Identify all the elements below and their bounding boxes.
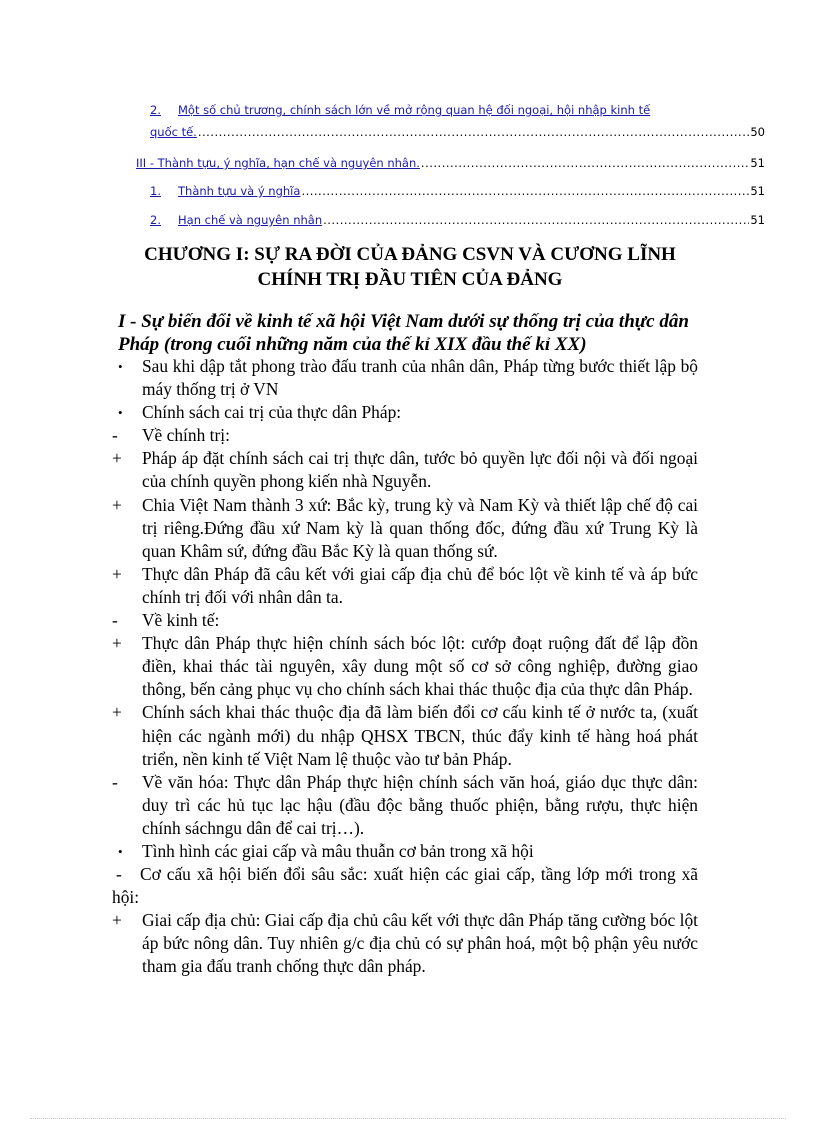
toc-entry-1-page: 50	[750, 125, 765, 139]
toc-entry-1-title-cont[interactable]: quốc tế.	[150, 125, 197, 139]
plus-marker: +	[112, 563, 122, 584]
list-item-text: Về chính trị:	[142, 425, 230, 446]
toc-entry-4[interactable]	[150, 213, 765, 227]
list-item-text: Pháp áp đặt chính sách cai trị thực dân, tước bỏ quyền lực đối nội và đối ngoại của chính quyền phong kiến nhà Nguyễn.	[142, 448, 698, 492]
list-item-text: Về văn hóa: Thực dân Pháp thực hiện chính sách văn hoá, giáo dục thực dân: duy trì các hủ tục lạc hậu (đầu độc bằng thuốc phiện, bằng rượu, thực hiện chính sáchngu dân để cai trị…).	[142, 771, 698, 838]
toc-entry-1-number[interactable]: 2.	[150, 103, 161, 117]
list-item-text: Sau khi dập tắt phong trào đấu tranh của nhân dân, Pháp từng bước thiết lập bộ máy thống trị ở VN	[142, 356, 698, 400]
dash-marker: -	[112, 771, 118, 792]
list-item	[112, 447, 698, 493]
section-heading: I - Sự biến đổi về kinh tế xã hội Việt Nam dưới sự thống trị của thực dân Pháp (trong cuối những năm của thế kỉ XIX đầu thế kỉ XX)	[118, 311, 689, 355]
bullet-marker: •	[118, 359, 123, 374]
toc-leader	[421, 156, 749, 170]
list-item	[112, 701, 698, 770]
list-item	[112, 840, 698, 863]
toc-entry-3-page: 51	[750, 184, 765, 198]
list-item-text: Thực dân Pháp đã câu kết với giai cấp địa chủ để bóc lột về kinh tế và áp bức chính trị đối với nhân dân ta.	[142, 563, 698, 607]
list-item	[112, 355, 698, 401]
list-item	[112, 401, 698, 424]
list-item-text: Về kinh tế:	[142, 610, 220, 631]
list-item	[112, 771, 698, 840]
list-item	[112, 494, 698, 563]
list-item-text: Chính sách cai trị của thực dân Pháp:	[142, 402, 402, 423]
toc-entry-3[interactable]	[150, 184, 765, 198]
list-item	[112, 863, 698, 909]
list-item-text: Chính sách khai thác thuộc địa đã làm biến đổi cơ cấu kinh tế ở nước ta, (xuất hiện các ngành mới) du nhập QHSX TBCN, thúc đẩy kinh tế hàng hoá phát triển, nền kinh tế Việt Nam lệ thuộc vào tư bản Pháp.	[142, 702, 698, 769]
list-item-text: Thực dân Pháp thực hiện chính sách bóc lột: cướp đoạt ruộng đất để lập đồn điền, khai thác tài nguyên, xây dung một số cơ sở công nghiệp, đường giao thông, bến cảng phục vụ cho chính sách khai thác thuộc địa của thực dân Pháp.	[142, 633, 698, 700]
toc-entry-2-page: 51	[750, 156, 765, 170]
toc-entry-1-line2[interactable]	[150, 125, 765, 139]
toc-entry-3-title[interactable]: Thành tựu và ý nghĩa	[178, 184, 301, 198]
list-item-text: Chia Việt Nam thành 3 xứ: Bắc kỳ, trung kỳ và Nam Kỳ và thiết lập chế độ cai trị riêng.Đứng đầu xứ Nam kỳ là quan thống đốc, đứng đầu xứ Trung Kỳ là quan Khâm sứ, đứng đầu Bắc Kỳ là quan thống sứ.	[142, 494, 698, 561]
chapter-title	[110, 242, 710, 292]
plus-marker: +	[112, 494, 122, 515]
plus-marker: +	[112, 633, 122, 654]
toc-entry-2[interactable]	[136, 156, 765, 170]
list-item-text: Cơ cấu xã hội biến đổi sâu sắc: xuất hiện các giai cấp, tầng lớp mới trong xã hội:	[112, 864, 698, 908]
dash-marker: -	[112, 425, 118, 446]
bullet-marker: •	[118, 843, 123, 859]
toc-entry-4-number[interactable]: 2.	[150, 213, 161, 227]
dash-marker: -	[116, 864, 122, 885]
chapter-title-line-2: CHÍNH TRỊ ĐẦU TIÊN CỦA ĐẢNG	[257, 269, 563, 290]
toc-entry-1-title[interactable]: Một số chủ trương, chính sách lớn về mở rộng quan hệ đối ngoại, hội nhập kinh tế	[178, 103, 651, 117]
plus-marker: +	[112, 910, 122, 931]
list-item-text: Tình hình các giai cấp và mâu thuẫn cơ bản trong xã hội	[142, 840, 534, 861]
toc-leader	[323, 213, 749, 227]
toc-leader	[301, 184, 749, 198]
toc-entry-2-title[interactable]: III - Thành tựu, ý nghĩa, hạn chế và nguyên nhân.	[136, 156, 420, 170]
list-item	[112, 609, 698, 632]
list-item	[112, 563, 698, 609]
list-item	[112, 909, 698, 978]
list-item	[112, 632, 698, 701]
toc-entry-4-title[interactable]: Hạn chế và nguyên nhân	[178, 213, 323, 227]
dash-marker: -	[112, 610, 118, 631]
toc-leader	[198, 125, 750, 139]
toc-entry-3-number[interactable]: 1.	[150, 184, 161, 198]
bullet-marker: •	[118, 405, 123, 421]
page-bottom-divider	[30, 1118, 786, 1119]
toc-entry-4-page: 51	[750, 213, 765, 227]
plus-marker: +	[112, 702, 122, 723]
plus-marker: +	[112, 448, 122, 469]
chapter-title-line-1: CHƯƠNG I: SỰ RA ĐỜI CỦA ĐẢNG CSVN VÀ CƯƠNG LĨNH	[144, 244, 676, 265]
list-item-text: Giai cấp địa chủ: Giai cấp địa chủ câu kết với thực dân Pháp tăng cường bóc lột áp bức nông dân. Tuy nhiên g/c địa chủ có sự phân hoá, một bộ phận yêu nước tham gia đấu tranh chống thực dân pháp.	[142, 910, 698, 977]
list-item	[112, 424, 698, 447]
toc-entry-1-line1[interactable]	[150, 103, 650, 117]
body-text	[112, 355, 698, 979]
